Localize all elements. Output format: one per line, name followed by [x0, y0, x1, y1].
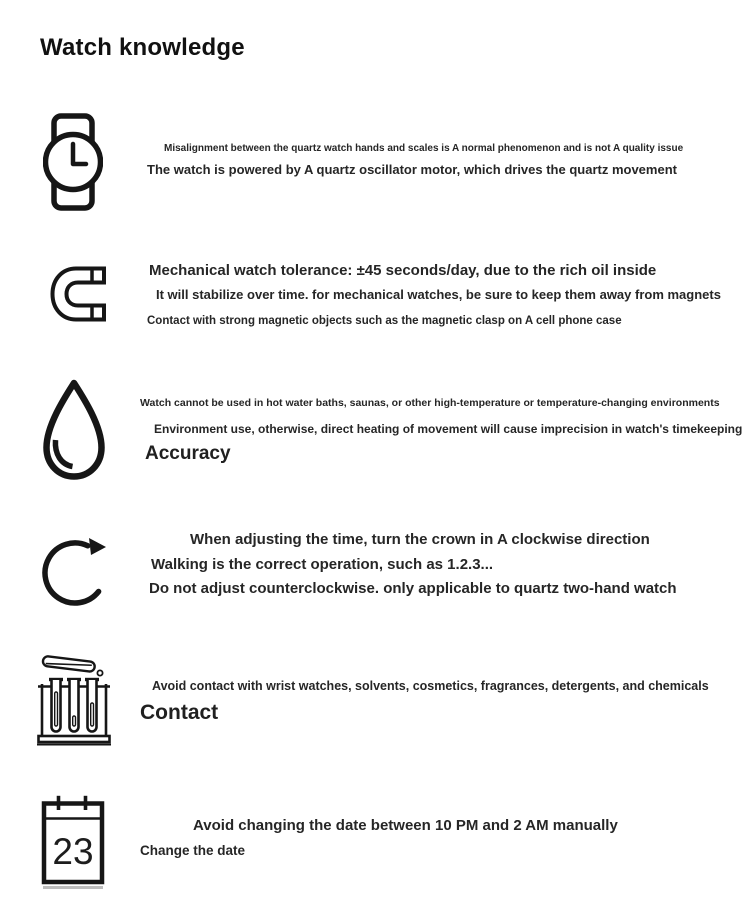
section-quartz-text [138, 143, 748, 178]
date-line-2: Change the date [140, 842, 246, 858]
adjustment-line-3: Do not adjust counterclockwise. only applicable to quartz two-hand watch [149, 579, 677, 597]
water-drop-icon [40, 378, 108, 482]
clockwise-arrow-icon [42, 527, 112, 609]
magnetism-line-2: It will stabilize over time. for mechanical watches, be sure to keep them away from magnets [156, 286, 721, 302]
adjustment-line-1: When adjusting the time, turn the crown in A clockwise direction [190, 531, 650, 548]
temperature-line-1: Watch cannot be used in hot water baths, saunas, or other high-temperature or temperature-changing environments [140, 397, 720, 409]
watch-icon [43, 113, 103, 211]
section-date-text [138, 817, 748, 860]
page-title: Watch knowledge [40, 34, 245, 61]
date-line-1: Avoid changing the date between 10 PM and 2 AM manually [193, 817, 618, 834]
test-tubes-icon [37, 647, 111, 747]
adjustment-line-2: Walking is the correct operation, such as 1.2.3... [151, 555, 494, 573]
section-chemical-text [138, 679, 748, 726]
magnetism-line-3: Contact with strong magnetic objects such as the magnetic clasp on A cell phone case [147, 315, 622, 327]
quartz-main-line: The watch is powered by A quartz oscillator motor, which drives the quartz movement [147, 161, 677, 177]
calendar-day-text: 23 [52, 831, 94, 872]
contact-heading: Contact [140, 700, 219, 724]
magnetism-line-1: Mechanical watch tolerance: ±45 seconds/day, due to the rich oil inside [149, 262, 657, 279]
section-adjustment-text [138, 531, 748, 598]
accuracy-heading: Accuracy [145, 443, 231, 465]
section-temperature-text [138, 397, 748, 466]
temperature-line-2: Environment use, otherwise, direct heating of movement will cause imprecision in watch's timekeeping [154, 422, 743, 437]
quartz-note-line: Misalignment between the quartz watch hands and scales is A normal phenomenon and is not A quality issue [164, 143, 684, 154]
calendar-icon [41, 794, 105, 885]
chemical-line-1: Avoid contact with wrist watches, solvents, cosmetics, fragrances, detergents, and chemicals [152, 679, 709, 693]
section-magnetism-text [138, 262, 748, 328]
magnet-icon [49, 265, 107, 323]
calendar-shadow [43, 886, 103, 889]
